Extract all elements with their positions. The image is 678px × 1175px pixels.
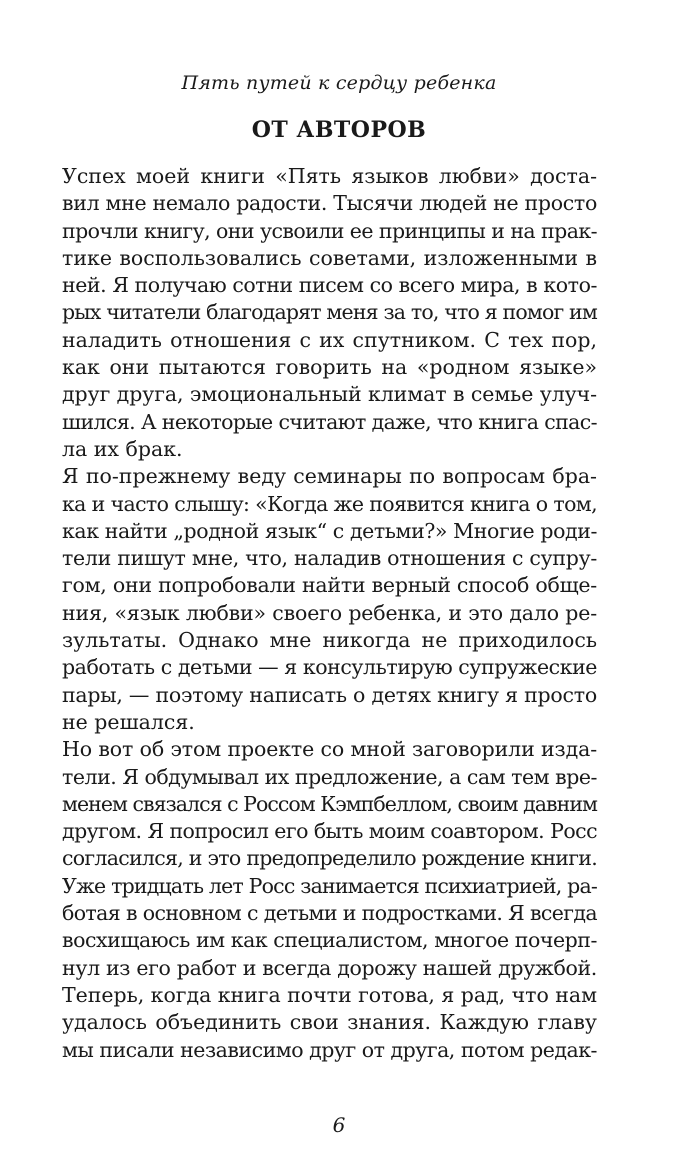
body-text: [62, 163, 597, 1064]
text-line: Я по-прежнему веду семинары по вопросам бра-: [62, 464, 597, 489]
text-line: удалось объединить свои знания. Каждую главу: [62, 1010, 597, 1035]
text-line: ка и часто слышу: «Когда же появится книга о том,: [62, 491, 597, 516]
text-line: Успех моей книги «Пять языков любви» доста-: [62, 164, 597, 188]
text-line: пары, — поэтому написать о детях книгу я просто: [62, 682, 597, 707]
text-line: другом. Я попросил его быть моим соавтором. Росс: [62, 819, 597, 844]
chapter-title: ОТ АВТОРОВ: [251, 117, 427, 143]
text-line: друг друга, эмоциональный климат в семье улуч-: [62, 382, 597, 407]
text-line: ней. Я получаю сотни писем со всего мира, в кото-: [62, 273, 597, 298]
text-line: как найти „родной язык“ с детьми?» Многие роди-: [62, 518, 597, 543]
text-line: гом, они попробовали найти верный способ обще-: [62, 573, 597, 598]
page-number: 6: [332, 1113, 346, 1137]
paragraph: [62, 736, 597, 982]
running-header: Пять путей к сердцу ребенка: [181, 72, 497, 94]
text-line: менем связался с Россом Кэмпбеллом, своим давним: [62, 791, 597, 816]
paragraph: [62, 163, 597, 463]
text-line: тели пишут мне, что, наладив отношения с супру-: [62, 546, 597, 571]
text-line: Но вот об этом проекте со мной заговорили изда-: [62, 737, 597, 762]
text-line: работать с детьми — я консультирую супружеские: [62, 655, 597, 680]
text-line: согласился, и это предопределило рождение книги.: [62, 846, 598, 871]
text-line: ния, «язык любви» своего ребенка, и это дало ре-: [62, 600, 597, 625]
text-line: тике воспользовались советами, изложенными в: [62, 245, 597, 270]
text-line: не решался.: [62, 709, 195, 734]
text-line: вил мне немало радости. Тысячи людей не просто: [62, 191, 597, 216]
text-line: рых читатели благодарят меня за то, что я помог им: [62, 300, 597, 325]
text-line: восхищаюсь им как специалистом, многое почерп-: [62, 928, 597, 953]
text-line: Теперь, когда книга почти готова, я рад, что нам: [62, 982, 597, 1007]
text-line: прочли книгу, они усвоили ее принципы и на прак-: [62, 218, 597, 243]
text-line: ботая в основном с детьми и подростками. Я всегда: [62, 901, 597, 926]
text-line: наладить отношения с их спутником. С тех пор,: [62, 327, 597, 352]
paragraph: [62, 982, 597, 1064]
text-line: ла их брак.: [62, 436, 183, 461]
text-line: Уже тридцать лет Росс занимается психиатрией, ра-: [62, 873, 597, 898]
text-line: зультаты. Однако мне никогда не приходилось: [62, 628, 597, 653]
text-line: мы писали независимо друг от друга, потом редак-: [62, 1037, 597, 1062]
text-line: шился. А некоторые считают даже, что книга спас-: [62, 409, 597, 434]
text-line: нул из его работ и всегда дорожу нашей дружбой.: [62, 955, 597, 980]
paragraph: [62, 463, 597, 736]
text-line: как они пытаются говорить на «родном языке»: [62, 355, 597, 380]
text-line: тели. Я обдумывал их предложение, а сам тем вре-: [62, 764, 597, 789]
